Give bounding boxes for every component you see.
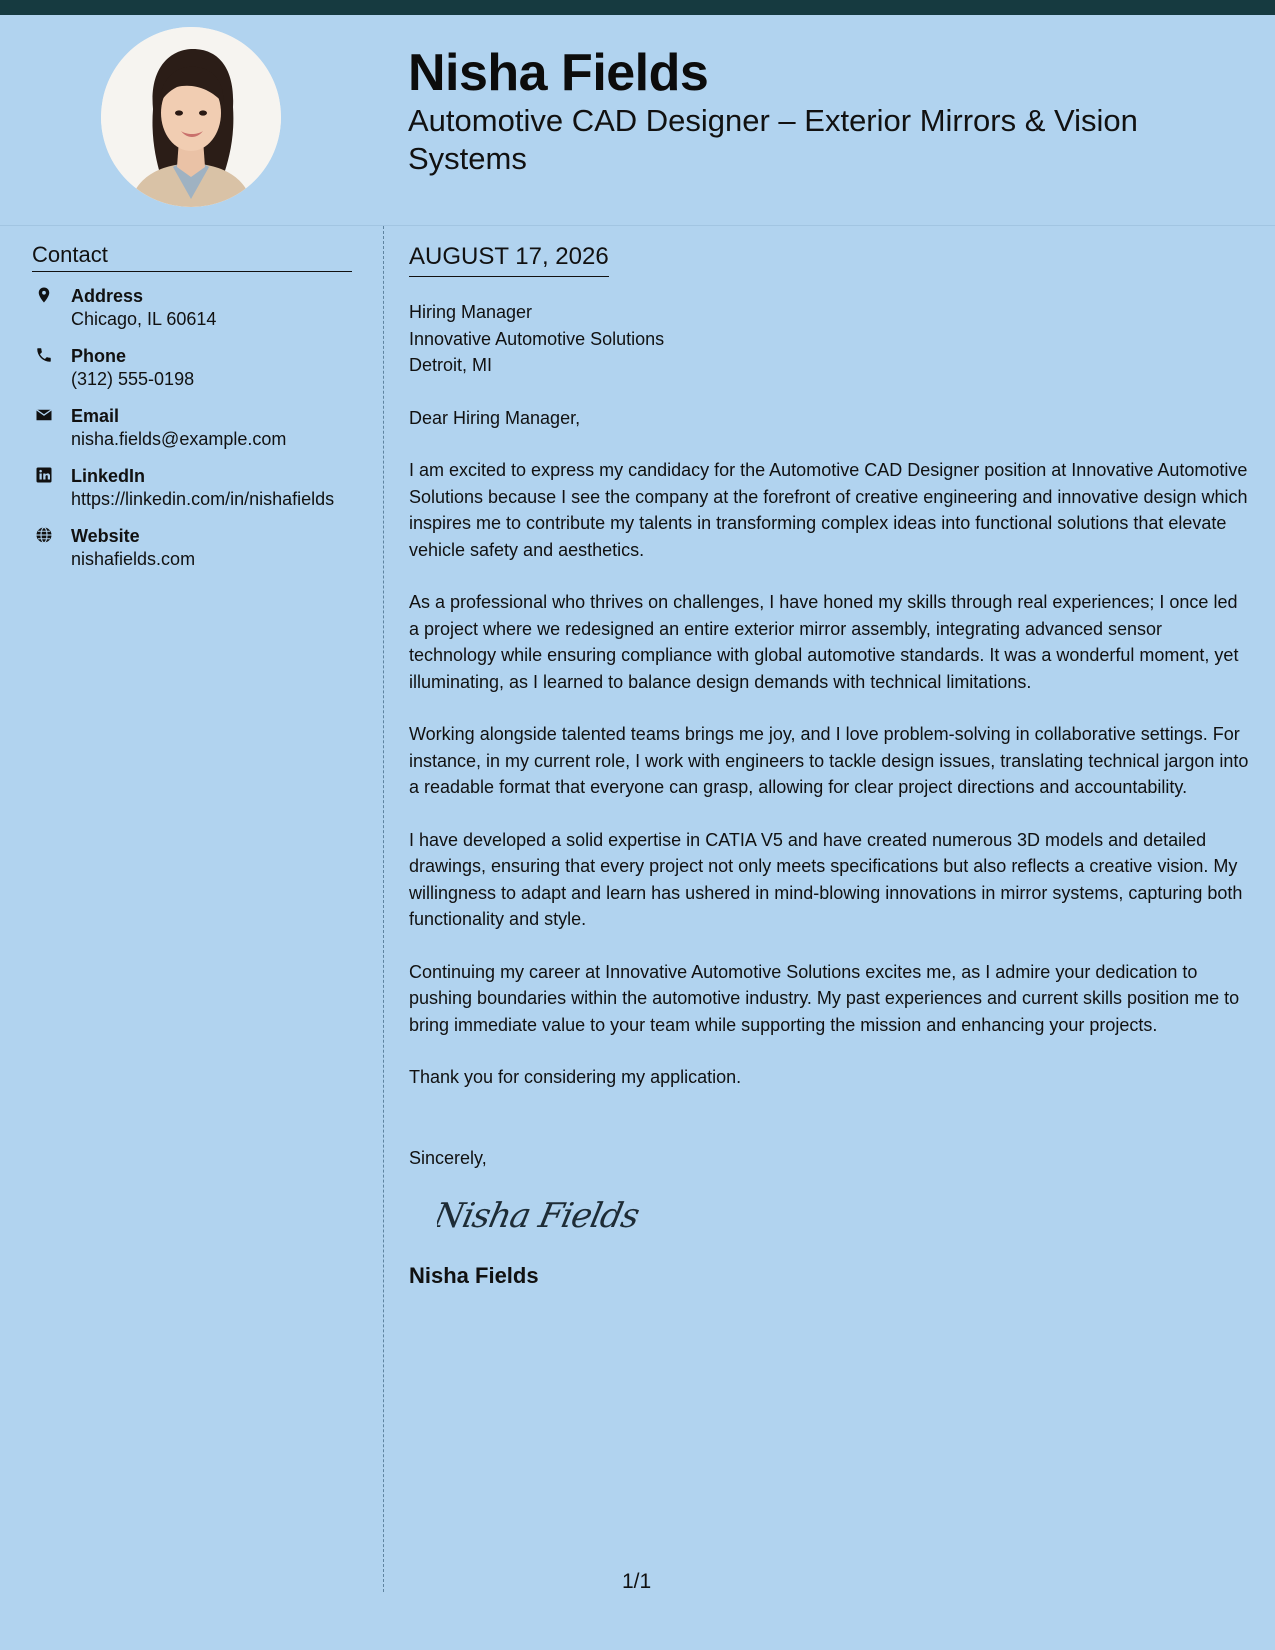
resume-header [0,15,1275,226]
contact-item-website [32,524,352,571]
body-paragraph: Continuing my career at Innovative Automotive Solutions excites me, as I admire your dedication to pushing boundaries within the automotive industry. My past experiences and current skills position me to bring immediate value to your team while supporting the mission and enhancing your projects. [409,961,1240,1035]
svg-text:Nisha Fields: Nisha Fields [437,1196,643,1236]
recipient-block [409,299,1252,379]
column-divider [383,226,384,1592]
contact-value: https://linkedin.com/in/nishafields [71,489,335,509]
contact-item-address [32,284,352,331]
job-title: Automotive CAD Designer – Exterior Mirrors & Vision Systems [408,103,1138,176]
globe-icon [35,526,53,544]
contact-label: Address [71,286,144,306]
signer-name: Nisha Fields [409,1262,539,1288]
avatar [101,27,281,207]
page-number: 1/1 [622,1570,652,1593]
contact-heading: Contact [32,242,352,272]
contact-value: nishafields.com [71,549,196,569]
closing-thanks: Thank you for considering my application. [409,1067,742,1087]
contact-value: Chicago, IL 60614 [71,309,217,329]
contact-item-phone [32,344,352,391]
body-paragraph: I have developed a solid expertise in CATIA V5 and have created numerous 3D models and detailed drawings, ensuring that every project not only meets specifications but also reflects a creative vision. My willingness to adapt and learn has ushered in mind-blowing innovations in mirror systems, capturing both functionality and style. [409,829,1243,929]
contact-sidebar [32,242,352,584]
candidate-name: Nisha Fields [408,44,709,102]
contact-label: Website [71,526,140,546]
cover-letter [409,242,1252,1289]
contact-item-email [32,404,352,451]
body-paragraph: Working alongside talented teams brings me joy, and I love problem-solving in collaborative settings. For instance, in my current role, I work with engineers to tackle design issues, translating technical jargon into a readable format that everyone can grasp, allowing for clear project directions and accountability. [409,724,1249,797]
signature-image [437,1185,677,1245]
contact-value: nisha.fields@example.com [71,429,287,449]
body-paragraph: I am excited to express my candidacy for the Automotive CAD Designer position at Innovative Automotive Solutions because I see the company at the forefront of creative engineering and innovative design which inspires me to contribute my talents in transforming complex ideas into functional solutions that elevate vehicle safety and aesthetics. [409,460,1248,560]
recipient-line: Hiring Manager [409,302,533,322]
phone-icon [35,346,53,364]
recipient-line: Detroit, MI [409,355,493,375]
contact-label: LinkedIn [71,466,146,486]
location-pin-icon [35,286,53,304]
recipient-line: Innovative Automotive Solutions [409,328,665,349]
letter-date: AUGUST 17, 2026 [409,242,609,277]
linkedin-icon [35,466,53,484]
closing-phrase: Sincerely, [409,1147,487,1168]
contact-label: Email [71,406,120,426]
body-paragraph: As a professional who thrives on challenges, I have honed my skills through real experiences; I once led a project where we redesigned an entire exterior mirror assembly, integrating advanced sensor technology while ensuring compliance with global automotive standards. It was a wonderful moment, yet illuminating, as I learned to balance design demands with technical limitations. [409,592,1239,692]
contact-value: (312) 555-0198 [71,369,195,389]
contact-item-linkedin [32,464,352,511]
salutation: Dear Hiring Manager, [409,407,581,428]
top-accent-bar [0,0,1275,15]
contact-label: Phone [71,346,127,366]
envelope-icon [35,406,53,424]
contact-list [32,284,352,571]
